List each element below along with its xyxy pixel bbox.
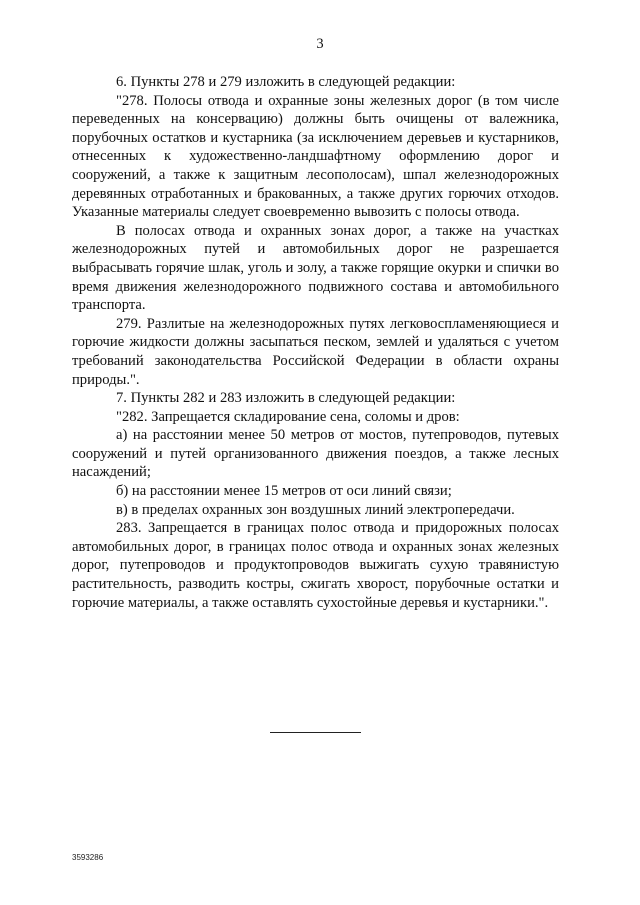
end-divider xyxy=(270,732,361,733)
paragraph-item-7-heading: 7. Пункты 282 и 283 изложить в следующей редакции: xyxy=(116,390,456,407)
paragraph-279: 279. Разлитые на железнодорожных путях легковоспламеняющиеся и горючие жидкости должны засыпаться песком, землей и удаляться с учетом требований законодательства Российской Федерации в области охраны природы.". xyxy=(72,315,559,388)
paragraph-282-a: а) на расстоянии менее 50 метров от мостов, путепроводов, путевых сооружений и путей организованного движения поездов, а также лесных насаждений; xyxy=(72,427,559,481)
paragraph-282-v: в) в пределах охранных зон воздушных линий электропередачи. xyxy=(116,501,515,518)
page-number: 3 xyxy=(316,36,324,52)
document-code: 3593286 xyxy=(72,853,104,862)
paragraph-278-continuation: В полосах отвода и охранных зонах дорог, а также на участках железнодорожных путей и автомобильных дорог не разрешается выбрасывать горячие шлак, уголь и золу, а также горящие окурки и спички во время движения железнодорожного подвижного состава и автомобильного транспорта. xyxy=(72,222,559,314)
paragraph-282-b: б) на расстоянии менее 15 метров от оси линий связи; xyxy=(116,483,452,500)
paragraph-282: "282. Запрещается складирование сена, соломы и дров: xyxy=(116,408,460,425)
paragraph-283: 283. Запрещается в границах полос отвода и придорожных полосах автомобильных дорог, в границах полос отвода и охранных зонах железных дорог, путепроводов и продуктопроводов выжигать сухую травянистую растительность, разводить костры, сжигать хворост, порубочные остатки и горючие материалы, а также оставлять сухостойные деревья и кустарники.". xyxy=(72,520,559,611)
paragraph-item-6-heading: 6. Пункты 278 и 279 изложить в следующей редакции: xyxy=(116,74,456,90)
paragraph-278: "278. Полосы отвода и охранные зоны железных дорог (в том числе переведенных на консервацию) должны быть очищены от валежника, порубочных остатков и кустарника (за исключением деревьев и кустарников, отнесенных к художественно-ландшафтному оформлению дорог и сооружений, а также к защитным лесополосам), шпал железнодорожных деревянных отработанных и бракованных, а также других горючих отходов. Указанные материалы следует своевременно вывозить с полосы отвода. xyxy=(72,92,559,221)
document-body xyxy=(72,73,559,612)
